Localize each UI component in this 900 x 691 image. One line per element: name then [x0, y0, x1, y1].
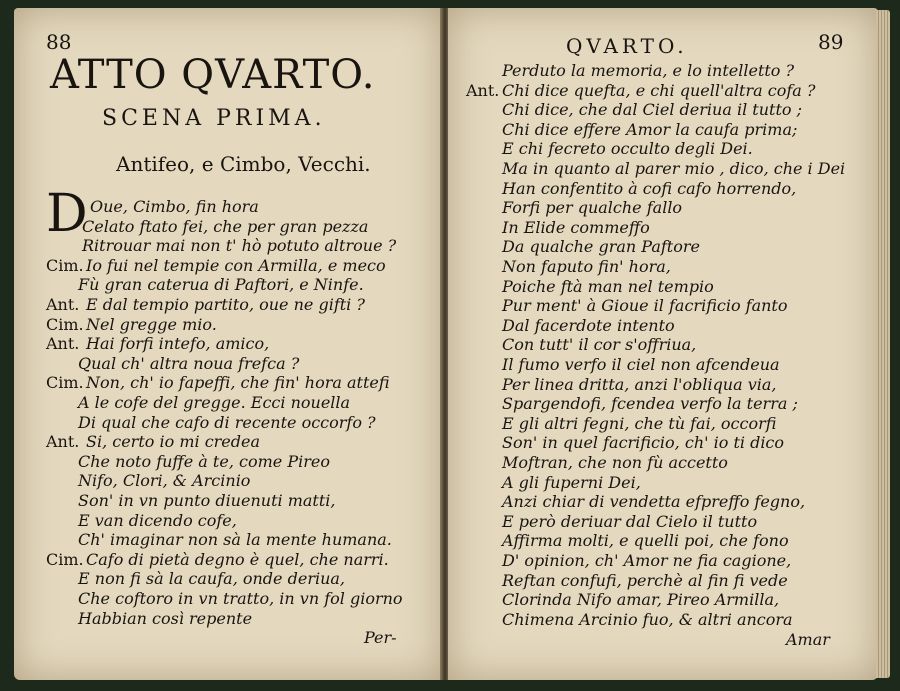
- speaker-label: Cim.: [46, 314, 84, 334]
- verse-line: Spargendofi, fcendea verfo la terra ;: [502, 394, 798, 414]
- right-catchword: Amar: [786, 630, 830, 649]
- verse-line: Affirma molti, e quelli poi, che fono: [502, 531, 789, 551]
- verse-line: Dal facerdote intento: [502, 315, 675, 335]
- verse-line: Clorinda Nifo amar, Pireo Armilla,: [502, 590, 780, 610]
- speaker-label: Ant.: [46, 295, 80, 314]
- speaker-label: Ant.: [46, 432, 80, 452]
- verse-line: D' opinion, ch' Amor ne fia cagione,: [502, 551, 792, 570]
- verse-line: Fù gran caterua di Paftori, e Ninfe.: [78, 275, 364, 295]
- verse-line: Si, certo io mi credea: [86, 432, 261, 452]
- speaker-label: Cim.: [46, 255, 84, 275]
- verse-line: Forfi per qualche fallo: [502, 198, 683, 218]
- verse-line: E dal tempio partito, oue ne gifti ?: [86, 295, 365, 314]
- verse-line: Ma in quanto al parer mio , dico, che i Dei: [502, 159, 846, 178]
- verse-line: E non fi sà la caufa, onde deriua,: [78, 569, 346, 589]
- verse-line: Non faputo fin' hora,: [502, 257, 671, 276]
- verse-line: In Elide commeffo: [502, 217, 650, 237]
- speaker-label: Ant.: [46, 334, 80, 354]
- verse-line: Hai forfi intefo, amico,: [86, 334, 270, 354]
- verse-line: Per linea dritta, anzi l'obliqua via,: [502, 374, 777, 394]
- page-edges: [876, 10, 890, 678]
- right-page-number: 89: [818, 30, 844, 54]
- verse-line: Ch' imaginar non sà la mente humana.: [78, 530, 392, 550]
- verse-line: Son' in quel facrificio, ch' io ti dico: [502, 433, 785, 453]
- verse-line: Pur ment' à Gioue il facrificio fanto: [502, 296, 788, 316]
- verse-line: E van dicendo cofe,: [78, 510, 237, 530]
- verse-line: Nel gregge mio.: [86, 314, 217, 334]
- verse-line: Habbian così repente: [78, 608, 253, 628]
- verse-line: Di qual che cafo di recente occorfo ?: [78, 412, 376, 432]
- verse-line: Ritrouar mai non t' hò potuto altroue ?: [82, 236, 397, 256]
- verse-line: Qual ch' altra noua frefca ?: [78, 353, 300, 373]
- verse-line: Chi dice, che dal Ciel deriua il tutto ;: [502, 100, 802, 120]
- verse-line: Son' in vn punto diuenuti matti,: [78, 491, 336, 510]
- act-title: ATTO QVARTO.: [50, 52, 376, 98]
- verse-line: Il fumo verfo il ciel non afcendeua: [502, 355, 780, 374]
- verse-line: Chimena Arcinio fuo, & altri ancora: [502, 609, 793, 629]
- running-head: QVARTO.: [566, 34, 688, 58]
- speaker-label: Ant.: [466, 80, 500, 100]
- verse-line: Che noto fuffe à te, come Pireo: [78, 451, 330, 471]
- verse-line: Che coftoro in vn tratto, in vn fol giorno: [78, 589, 403, 608]
- verse-line: Cafo di pietà degno è quel, che narri.: [86, 549, 389, 569]
- verse-line: A gli fuperni Dei,: [502, 472, 641, 492]
- verse-line: Io fui nel tempie con Armilla, e meco: [86, 255, 386, 275]
- speaker-label: Cim.: [46, 373, 84, 393]
- verse-line: Moftran, che non fù accetto: [502, 453, 728, 472]
- verse-line: Reftan confufi, perchè al fin fi vede: [502, 570, 788, 590]
- verse-line: Han confentito à cofi cafo horrendo,: [502, 178, 797, 198]
- verse-line: A le cofe del gregge. Ecci nouella: [78, 393, 351, 412]
- verse-line: Chi dice effere Amor la caufa prima;: [502, 119, 798, 139]
- verse-line: Da qualche gran Paftore: [502, 237, 700, 257]
- verse-line: Chi dice quefta, e chi quell'altra cofa ?: [502, 80, 816, 100]
- drop-cap: D: [46, 184, 88, 244]
- verse-line: Oue, Cimbo, fin hora: [90, 197, 259, 216]
- verse-line: Poiche ftà man nel tempio: [502, 276, 714, 296]
- speaker-label: Cim.: [46, 549, 84, 569]
- character-list: Antifeo, e Cimbo, Vecchi.: [116, 152, 371, 176]
- scene-title: SCENA PRIMA.: [102, 106, 326, 131]
- verse-line: E però deriuar dal Cielo il tutto: [502, 511, 758, 531]
- verse-line: E chi fecreto occulto degli Dei.: [502, 139, 753, 159]
- verse-line: E gli altri fegni, che tù fai, occorfi: [502, 413, 777, 433]
- verse-line: Perduto la memoria, e lo intelletto ?: [502, 61, 795, 80]
- left-catchword: Per-: [364, 628, 397, 647]
- verse-line: Celato ftato fei, che per gran pezza: [82, 216, 369, 236]
- verse-line: Nifo, Clori, & Arcinio: [78, 471, 251, 491]
- verse-line: Con tutt' il cor s'offriua,: [502, 335, 697, 355]
- verse-line: Non, ch' io fapeffi, che fin' hora attefi: [86, 373, 390, 393]
- verse-line: Anzi chiar di vendetta efpreffo fegno,: [502, 492, 806, 512]
- left-page-number: 88: [46, 30, 72, 54]
